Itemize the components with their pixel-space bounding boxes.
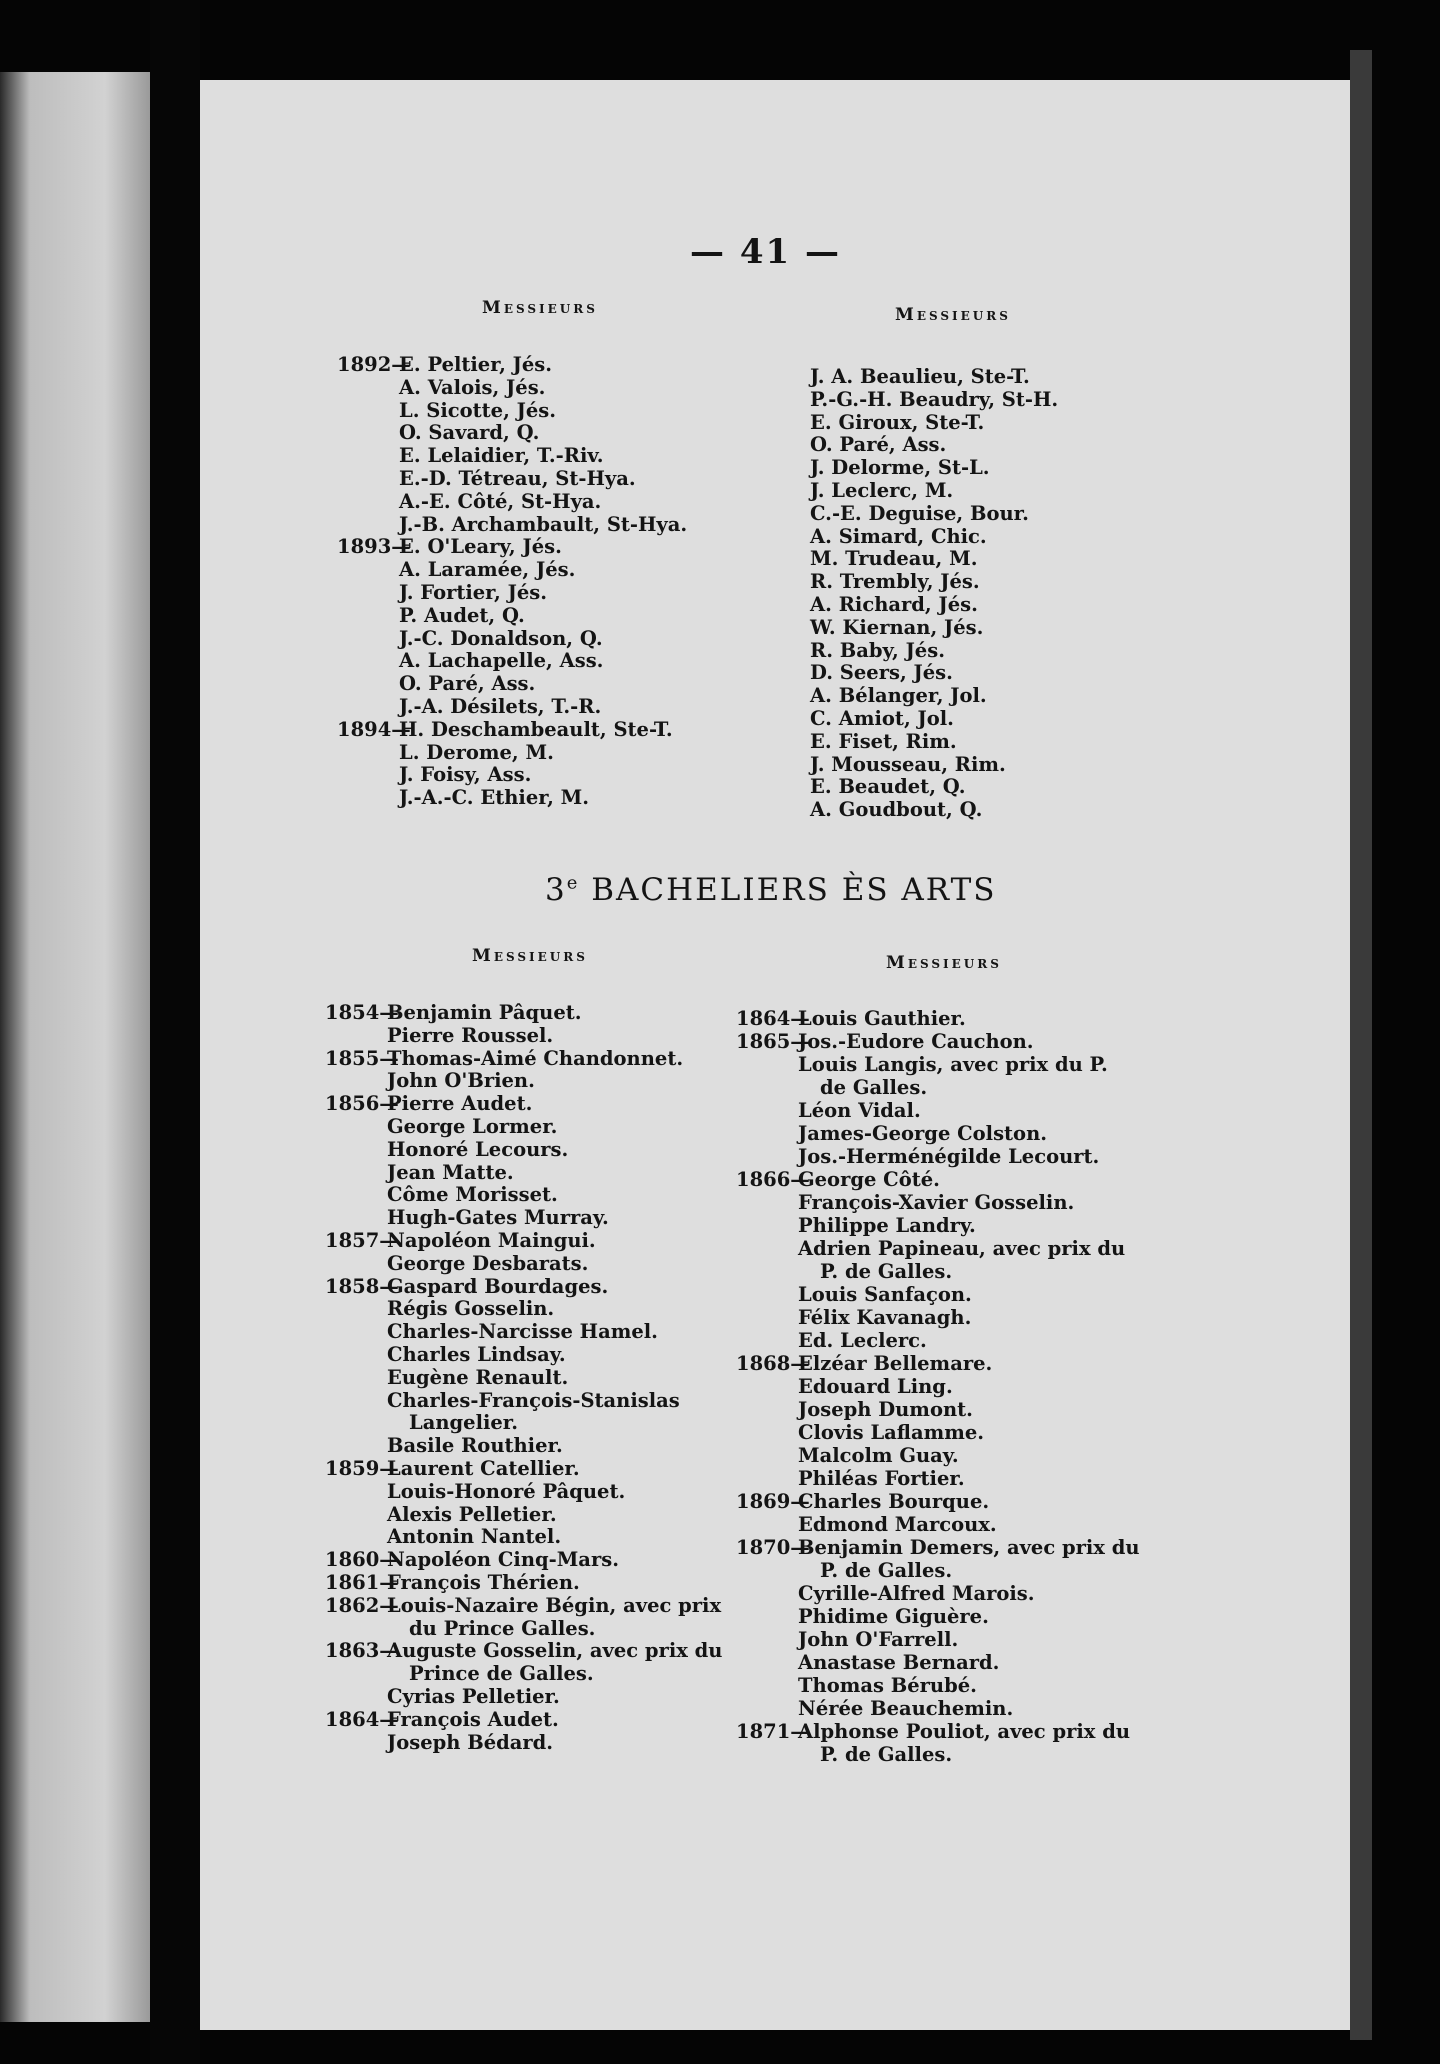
list-item	[325, 1207, 722, 1230]
entry-name: Malcolm Guay.	[798, 1444, 959, 1467]
entry-name: Côme Morisset.	[387, 1183, 558, 1207]
entry-name: Alphonse Pouliot, avec prix du	[798, 1720, 1131, 1743]
entry-year: 1862—	[325, 1593, 399, 1617]
section-title-number: 3	[545, 872, 567, 908]
list-item	[325, 1093, 722, 1116]
list-item	[325, 1435, 722, 1458]
list-item: R. Baby, Jés.	[810, 638, 945, 662]
top-left-heading: Messieurs	[482, 298, 598, 318]
entry-year: 1868—	[736, 1352, 810, 1375]
facing-page-edge	[0, 72, 150, 2022]
list-item	[337, 742, 687, 765]
entry-year: 1856—	[325, 1092, 399, 1116]
list-item	[337, 719, 687, 742]
list-item	[325, 1116, 722, 1139]
entry-name: Charles-François-Stanislas	[387, 1388, 680, 1412]
entry-name: Charles-Narcisse Hamel.	[387, 1320, 658, 1344]
list-item	[325, 1184, 722, 1207]
list-item	[337, 445, 687, 468]
list-item	[337, 422, 687, 445]
list-item	[736, 1628, 1140, 1651]
list-item	[337, 605, 687, 628]
entry-name: François Audet.	[387, 1707, 559, 1731]
list-item	[337, 559, 687, 582]
list-item	[325, 1321, 722, 1344]
list-item	[325, 1002, 722, 1025]
top-right-heading: Messieurs	[895, 305, 1011, 325]
entry-name: J.-C. Donaldson, Q.	[399, 626, 603, 650]
list-item	[736, 1237, 1140, 1260]
section-title-text: BACHELIERS ÈS ARTS	[579, 872, 997, 908]
entry-name: Louis Langis, avec prix du P.	[798, 1053, 1108, 1076]
list-item	[736, 1214, 1140, 1237]
section-right-heading: Messieurs	[886, 953, 1002, 973]
entry-name: L. Derome, M.	[399, 740, 554, 764]
list-item	[736, 1007, 1140, 1030]
entry-name: Thomas-Aimé Chandonnet.	[387, 1046, 684, 1070]
list-item	[325, 1481, 722, 1504]
list-item	[325, 1048, 722, 1071]
entry-year: 1893—	[337, 535, 411, 559]
list-item	[736, 1582, 1140, 1605]
entry-name: Edmond Marcoux.	[798, 1513, 997, 1536]
entry-name: Jean Matte.	[387, 1160, 514, 1184]
list-item: P.-G.-H. Beaudry, St-H.	[810, 387, 1059, 411]
list-item	[736, 1329, 1140, 1352]
entry-name: Edouard Ling.	[798, 1375, 953, 1398]
list-item: E. Giroux, Ste-T.	[810, 410, 985, 434]
entry-name: Basile Routhier.	[387, 1434, 563, 1458]
entry-name: Benjamin Demers, avec prix du	[798, 1536, 1140, 1559]
list-item	[736, 1122, 1140, 1145]
entry-name: François Thérien.	[387, 1570, 580, 1594]
entry-name: A. Laramée, Jés.	[399, 558, 576, 582]
entry-name: Léon Vidal.	[798, 1099, 921, 1122]
entry-name: P. Audet, Q.	[399, 603, 525, 627]
entry-name: Auguste Gosselin, avec prix du	[387, 1639, 723, 1663]
entry-year: 1861—	[325, 1570, 399, 1594]
entry-year: 1857—	[325, 1228, 399, 1252]
list-item: A. Goudbout, Q.	[810, 798, 983, 822]
entry-name: Eugène Renault.	[387, 1365, 569, 1389]
list-item	[736, 1352, 1140, 1375]
list-item: A. Simard, Chic.	[810, 524, 987, 548]
entry-name: Cyrias Pelletier.	[387, 1684, 560, 1708]
book-gutter	[150, 0, 200, 2064]
entry-name: J.-A.-C. Ethier, M.	[399, 786, 590, 810]
list-item: A. Richard, Jés.	[810, 592, 978, 616]
entry-year: 1871—	[736, 1720, 810, 1743]
list-item	[736, 1283, 1140, 1306]
list-item	[325, 1640, 722, 1663]
entry-name: Nérée Beauchemin.	[798, 1697, 1014, 1720]
entry-year: 1858—	[325, 1274, 399, 1298]
list-item	[736, 1145, 1140, 1168]
list-item: W. Kiernan, Jés.	[810, 615, 984, 639]
list-item	[337, 582, 687, 605]
list-item	[325, 1230, 722, 1253]
entry-name: de Galles.	[820, 1076, 928, 1099]
section-title	[545, 872, 997, 908]
entry-name: John O'Farrell.	[798, 1628, 959, 1651]
entry-name: A. Valois, Jés.	[399, 375, 546, 399]
list-item	[325, 1526, 722, 1549]
entry-name: O. Savard, Q.	[399, 421, 540, 445]
list-item	[736, 1743, 1140, 1766]
entry-name: A. Lachapelle, Ass.	[399, 649, 604, 673]
list-item: J. Leclerc, M.	[810, 478, 954, 502]
entry-name: Thomas Bérubé.	[798, 1674, 977, 1697]
entry-year: 1855—	[325, 1046, 399, 1070]
list-item	[337, 514, 687, 537]
entry-name: George Desbarats.	[387, 1251, 589, 1275]
list-item: J. Delorme, St-L.	[810, 456, 990, 480]
entry-name: Ed. Leclerc.	[798, 1329, 927, 1352]
list-item	[337, 673, 687, 696]
top-left-list	[337, 354, 687, 810]
list-item: C. Amiot, Jol.	[810, 706, 954, 730]
list-item	[736, 1030, 1140, 1053]
list-item	[325, 1276, 722, 1299]
list-item	[325, 1504, 722, 1527]
entry-name: Clovis Laflamme.	[798, 1421, 985, 1444]
list-item	[337, 787, 687, 810]
list-item	[325, 1139, 722, 1162]
entry-name: George Lormer.	[387, 1114, 558, 1138]
entry-name: Antonin Nantel.	[387, 1525, 562, 1549]
list-item	[736, 1375, 1140, 1398]
entry-year: 1869—	[736, 1490, 810, 1513]
entry-name: Louis Sanfaçon.	[798, 1283, 972, 1306]
list-item	[337, 400, 687, 423]
page-number: — 41 —	[690, 232, 841, 272]
entry-name: P. de Galles.	[820, 1260, 953, 1283]
entry-name: Napoléon Maingui.	[387, 1228, 596, 1252]
list-item	[325, 1732, 722, 1755]
list-item	[325, 1253, 722, 1276]
list-item: C.-E. Deguise, Bour.	[810, 501, 1029, 525]
entry-name: Napoléon Cinq-Mars.	[387, 1548, 619, 1572]
list-item: E. Fiset, Rim.	[810, 729, 957, 753]
list-item: O. Paré, Ass.	[810, 433, 947, 457]
entry-name: Jos.-Herménégilde Lecourt.	[798, 1145, 1100, 1168]
list-item	[736, 1168, 1140, 1191]
list-item	[325, 1572, 722, 1595]
entry-name: Louis Gauthier.	[798, 1007, 966, 1030]
entry-name: Jos.-Eudore Cauchon.	[798, 1030, 1034, 1053]
entry-name: Laurent Catellier.	[387, 1456, 580, 1480]
entry-name: J. Fortier, Jés.	[399, 580, 548, 604]
list-item	[337, 377, 687, 400]
entry-name: Charles Bourque.	[798, 1490, 990, 1513]
entry-year: 1865—	[736, 1030, 810, 1053]
entry-year: 1859—	[325, 1456, 399, 1480]
entry-name: J. Foisy, Ass.	[399, 763, 532, 787]
list-item	[736, 1605, 1140, 1628]
entry-year: 1863—	[325, 1639, 399, 1663]
list-item: A. Bélanger, Jol.	[810, 684, 987, 708]
list-item	[736, 1306, 1140, 1329]
entry-name: H. Deschambeault, Ste-T.	[399, 717, 673, 741]
list-item	[325, 1549, 722, 1572]
entry-name: Pierre Audet.	[387, 1092, 533, 1116]
list-item	[337, 764, 687, 787]
entry-name: Anastase Bernard.	[798, 1651, 1000, 1674]
entry-name: E. Peltier, Jés.	[399, 353, 553, 376]
list-item	[736, 1467, 1140, 1490]
page-edge-right	[1350, 50, 1372, 2040]
list-item	[736, 1191, 1140, 1214]
list-item	[736, 1513, 1140, 1536]
entry-name: Alexis Pelletier.	[387, 1502, 557, 1526]
entry-name: Charles Lindsay.	[387, 1342, 566, 1366]
entry-year: 1860—	[325, 1548, 399, 1572]
list-item	[337, 536, 687, 559]
list-item	[736, 1720, 1140, 1743]
list-item	[325, 1709, 722, 1732]
list-item	[337, 354, 687, 377]
list-item: E. Beaudet, Q.	[810, 775, 966, 799]
entry-name: Adrien Papineau, avec prix du	[798, 1237, 1126, 1260]
list-item	[736, 1053, 1140, 1076]
entry-name: George Côté.	[798, 1168, 940, 1191]
list-item	[736, 1099, 1140, 1122]
entry-name: Philippe Landry.	[798, 1214, 976, 1237]
entry-name: P. de Galles.	[820, 1559, 953, 1582]
list-item: D. Seers, Jés.	[810, 661, 953, 685]
list-item	[736, 1559, 1140, 1582]
list-item	[337, 628, 687, 651]
entry-name: Phidime Giguère.	[798, 1605, 989, 1628]
entry-name: Langelier.	[409, 1411, 519, 1435]
list-item	[325, 1458, 722, 1481]
entry-name: A.-E. Côté, St-Hya.	[399, 489, 602, 513]
entry-year: 1870—	[736, 1536, 810, 1559]
book-page	[200, 80, 1350, 2030]
entry-name: Hugh-Gates Murray.	[387, 1206, 609, 1230]
list-item	[736, 1697, 1140, 1720]
entry-year: 1894—	[337, 717, 411, 741]
entry-name: J.-B. Archambault, St-Hya.	[399, 512, 688, 536]
list-item	[325, 1618, 722, 1641]
list-item	[736, 1421, 1140, 1444]
entry-name: Louis-Honoré Pâquet.	[387, 1479, 626, 1503]
entry-year: 1892—	[337, 353, 411, 376]
entry-name: John O'Brien.	[387, 1069, 535, 1093]
list-item	[736, 1536, 1140, 1559]
entry-year: 1854—	[325, 1001, 399, 1024]
top-right-list	[810, 366, 1058, 822]
list-item	[325, 1663, 722, 1686]
list-item	[325, 1595, 722, 1618]
list-item	[736, 1076, 1140, 1099]
list-item	[325, 1686, 722, 1709]
list-item	[325, 1367, 722, 1390]
list-item: J. A. Beaulieu, Ste-T.	[810, 365, 1030, 388]
entry-name: L. Sicotte, Jés.	[399, 398, 557, 422]
list-item	[736, 1444, 1140, 1467]
list-item	[337, 650, 687, 673]
list-item	[325, 1070, 722, 1093]
list-item: M. Trudeau, M.	[810, 547, 978, 571]
entry-name: Prince de Galles.	[409, 1662, 594, 1686]
entry-year: 1864—	[325, 1707, 399, 1731]
list-item	[736, 1651, 1140, 1674]
entry-name: Gaspard Bourdages.	[387, 1274, 609, 1298]
entry-name: Joseph Bédard.	[387, 1730, 554, 1754]
list-item	[337, 696, 687, 719]
entry-name: Louis-Nazaire Bégin, avec prix	[387, 1593, 722, 1617]
entry-name: E. Lelaidier, T.-Riv.	[399, 444, 604, 468]
section-left-heading: Messieurs	[472, 946, 588, 966]
list-item	[337, 468, 687, 491]
entry-year: 1866—	[736, 1168, 810, 1191]
entry-name: O. Paré, Ass.	[399, 672, 536, 696]
list-item	[736, 1490, 1140, 1513]
section-left-list	[325, 1002, 722, 1754]
list-item	[736, 1260, 1140, 1283]
list-item	[325, 1025, 722, 1048]
list-item	[736, 1674, 1140, 1697]
entry-name: E.-D. Tétreau, St-Hya.	[399, 466, 636, 490]
entry-name: du Prince Galles.	[409, 1616, 596, 1640]
entry-name: James-George Colston.	[798, 1122, 1048, 1145]
list-item: J. Mousseau, Rim.	[810, 752, 1006, 776]
entry-name: Honoré Lecours.	[387, 1137, 569, 1161]
list-item	[325, 1162, 722, 1185]
entry-year: 1864—	[736, 1007, 810, 1030]
entry-name: J.-A. Désilets, T.-R.	[399, 694, 602, 718]
entry-name: P. de Galles.	[820, 1743, 953, 1766]
entry-name: Benjamin Pâquet.	[387, 1001, 582, 1024]
list-item	[325, 1390, 722, 1413]
entry-name: Elzéar Bellemare.	[798, 1352, 993, 1375]
list-item	[325, 1344, 722, 1367]
entry-name: François-Xavier Gosselin.	[798, 1191, 1075, 1214]
list-item	[325, 1298, 722, 1321]
entry-name: Cyrille-Alfred Marois.	[798, 1582, 1035, 1605]
entry-name: E. O'Leary, Jés.	[399, 535, 562, 559]
entry-name: Félix Kavanagh.	[798, 1306, 972, 1329]
list-item	[736, 1398, 1140, 1421]
entry-name: Pierre Roussel.	[387, 1023, 554, 1047]
section-title-ordinal: e	[566, 872, 580, 894]
entry-name: Philéas Fortier.	[798, 1467, 965, 1490]
entry-name: Joseph Dumont.	[798, 1398, 973, 1421]
section-right-list	[736, 1007, 1140, 1766]
entry-name: Régis Gosselin.	[387, 1297, 555, 1321]
list-item	[337, 491, 687, 514]
list-item: R. Trembly, Jés.	[810, 570, 980, 594]
list-item	[325, 1412, 722, 1435]
